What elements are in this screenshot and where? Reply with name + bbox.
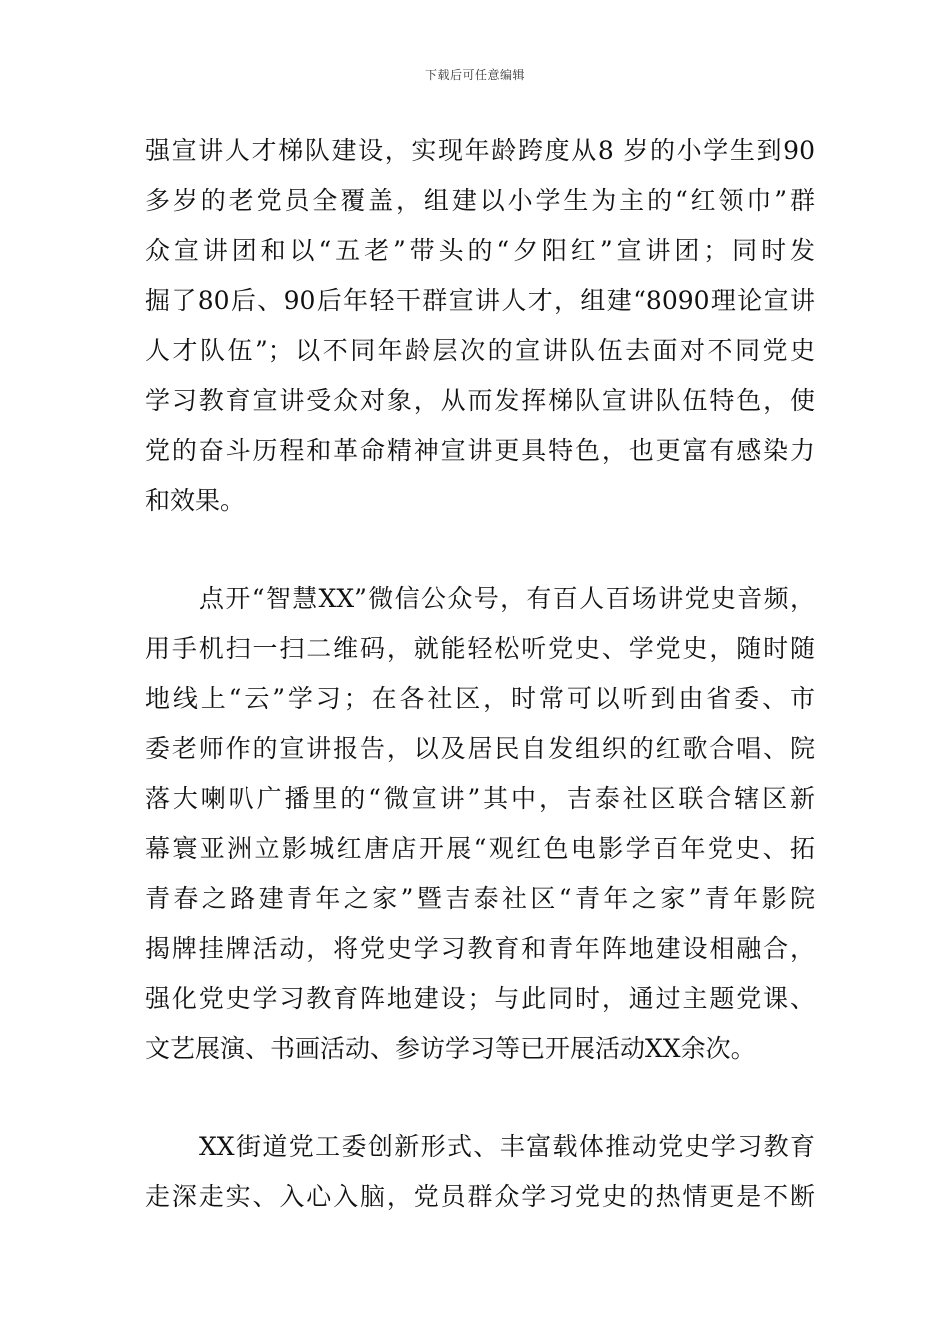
text-line: 走深走实、入心入脑，党员群众学习党史的热情更是不断 bbox=[145, 1182, 815, 1211]
text-line: 党的奋斗历程和革命精神宣讲更具特色，也更富有感染力 bbox=[145, 436, 815, 465]
text-line: 强宣讲人才梯队建设，实现年龄跨度从8 岁的小学生到90 bbox=[145, 136, 815, 165]
text-line: 用手机扫一扫二维码，就能轻松听党史、学党史，随时随 bbox=[145, 634, 815, 663]
text-line: XX街道党工委创新形式、丰富载体推动党史学习教育 bbox=[199, 1132, 815, 1161]
paragraph-2 bbox=[145, 574, 815, 1074]
text-line: 人才队伍”；以不同年龄层次的宣讲队伍去面对不同党史 bbox=[145, 336, 815, 365]
text-line: 众宣讲团和以“五老”带头的“夕阳红”宣讲团；同时发 bbox=[145, 236, 815, 265]
text-line: 文艺展演、书画活动、参访学习等已开展活动XX余次。 bbox=[145, 1034, 756, 1063]
text-line: 掘了80后、90后年轻干群宣讲人才，组建“8090理论宣讲 bbox=[145, 286, 815, 315]
text-line: 幕寰亚洲立影城红唐店开展“观红色电影学百年党史、拓 bbox=[145, 834, 815, 863]
text-line: 地线上“云”学习；在各社区，时常可以听到由省委、市 bbox=[145, 684, 815, 713]
paragraph-3 bbox=[145, 1122, 815, 1222]
text-line: 青春之路建青年之家”暨吉泰社区“青年之家”青年影院 bbox=[145, 884, 815, 913]
text-line: 强化党史学习教育阵地建设；与此同时，通过主题党课、 bbox=[145, 984, 815, 1013]
text-line: 多岁的老党员全覆盖，组建以小学生为主的“红领巾”群 bbox=[145, 186, 815, 215]
text-line: 点开“智慧XX”微信公众号，有百人百场讲党史音频， bbox=[199, 584, 815, 613]
text-line: 落大喇叭广播里的“微宣讲”其中，吉泰社区联合辖区新 bbox=[145, 784, 815, 813]
text-line: 学习教育宣讲受众对象，从而发挥梯队宣讲队伍特色，使 bbox=[145, 386, 815, 415]
text-line: 委老师作的宣讲报告，以及居民自发组织的红歌合唱、院 bbox=[145, 734, 815, 763]
text-line: 和效果。 bbox=[145, 486, 246, 515]
page-header: 下载后可任意编辑 bbox=[424, 68, 525, 82]
paragraph-1 bbox=[145, 126, 815, 526]
text-line: 揭牌挂牌活动，将党史学习教育和青年阵地建设相融合， bbox=[145, 934, 815, 963]
